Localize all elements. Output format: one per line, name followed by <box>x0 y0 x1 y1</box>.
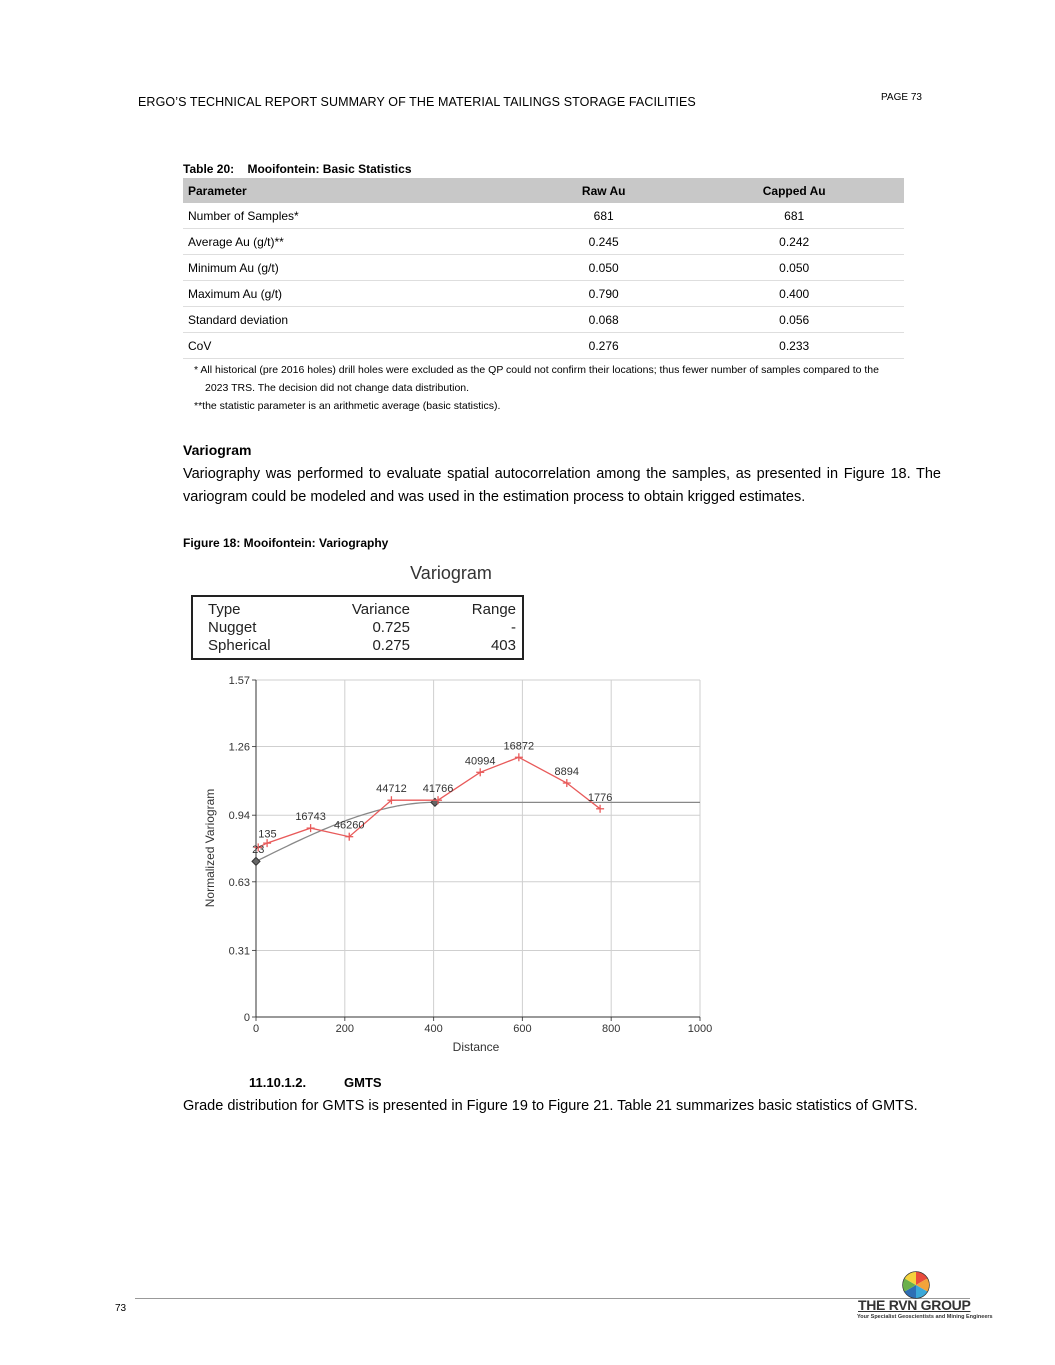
cell-raw-au: 0.245 <box>523 229 684 255</box>
rvn-logo-icon <box>901 1270 931 1300</box>
cell-parameter: CoV <box>183 333 523 359</box>
variogram-paragraph: Variography was performed to evaluate spatial autocorrelation among the samples, as presented in Figure 18. The variogram could be modeled and was used in the estimation process to obtain krigged estimates. <box>183 466 941 505</box>
page-label: PAGE 73 <box>881 92 922 103</box>
cell-raw-au: 0.050 <box>523 255 684 281</box>
header-parameter: Parameter <box>183 178 523 203</box>
cell-parameter: Minimum Au (g/t) <box>183 255 523 281</box>
footer-divider <box>135 1298 970 1299</box>
logo-tagline: Your Specialist Geoscientists and Mining Engineers <box>857 1314 993 1320</box>
logo-name: THE RVN GROUP <box>858 1297 971 1313</box>
cell-parameter: Maximum Au (g/t) <box>183 281 523 307</box>
cell-parameter: Standard deviation <box>183 307 523 333</box>
cell-capped-au: 0.050 <box>684 255 904 281</box>
experimental-point-label: 16872 <box>503 740 535 753</box>
nugget-marker <box>252 857 260 865</box>
model-header-range: Range <box>471 601 516 618</box>
x-tick-label: 0 <box>252 1023 260 1035</box>
table-note-2: **the statistic parameter is an arithmetic average (basic statistics). <box>194 400 501 412</box>
cell-raw-au: 681 <box>523 203 684 229</box>
report-header-title: ERGO’S TECHNICAL REPORT SUMMARY OF THE MATERIAL TAILINGS STORAGE FACILITIES <box>138 95 696 109</box>
model-spherical-type: Spherical <box>208 637 271 654</box>
cell-capped-au: 0.233 <box>684 333 904 359</box>
model-nugget-type: Nugget <box>208 619 257 636</box>
x-axis-label: Distance <box>452 1040 500 1054</box>
table-note-1-line-1: * All historical (pre 2016 holes) drill holes were excluded as the QP could not confirm their locations; thus fewer number of samples compared to the <box>194 364 879 376</box>
y-tick-label: 0 <box>243 1012 250 1024</box>
x-tick-label: 800 <box>602 1023 621 1035</box>
y-axis-label: Normalized Variogram <box>203 788 217 908</box>
cell-parameter: Average Au (g/t)** <box>183 229 523 255</box>
x-tick-label: 400 <box>424 1023 443 1035</box>
x-tick-label: 1000 <box>687 1023 713 1035</box>
chart-title: Variogram <box>410 563 492 583</box>
gmts-paragraph: Grade distribution for GMTS is presented in Figure 19 to Figure 21. Table 21 summarizes basic statistics of GMTS. <box>183 1098 918 1114</box>
plot-area <box>229 675 713 1035</box>
model-header-type: Type <box>208 601 241 618</box>
model-parameters-box <box>192 596 523 659</box>
experimental-point-label: 16743 <box>295 811 326 824</box>
cell-capped-au: 0.242 <box>684 229 904 255</box>
cell-raw-au: 0.790 <box>523 281 684 307</box>
experimental-point-label: 23 <box>252 844 265 857</box>
table-note-1-line-2: 2023 TRS. The decision did not change data distribution. <box>205 382 470 394</box>
model-spherical-range: 403 <box>490 637 516 654</box>
cell-capped-au: 0.056 <box>684 307 904 333</box>
experimental-point-label: 46260 <box>333 819 365 832</box>
table-caption: Table 20: Mooifontein: Basic Statistics <box>183 162 412 176</box>
experimental-point-label: 41766 <box>422 783 454 796</box>
y-tick-label: 0.94 <box>228 810 250 823</box>
experimental-point-label: 40994 <box>464 755 496 768</box>
experimental-point-label: 1776 <box>587 791 613 804</box>
y-tick-label: 0.63 <box>228 876 250 889</box>
cell-raw-au: 0.276 <box>523 333 684 359</box>
footer-page-number: 73 <box>115 1303 127 1314</box>
header-raw-au: Raw Au <box>523 178 684 203</box>
section-number: 11.10.1.2. <box>249 1075 307 1090</box>
experimental-point-label: 135 <box>258 828 277 841</box>
section-heading-variogram: Variogram <box>183 442 252 458</box>
model-nugget-variance: 0.725 <box>372 619 410 636</box>
experimental-point-label: 44712 <box>376 783 407 796</box>
x-tick-label: 200 <box>335 1023 354 1035</box>
model-spherical-variance: 0.275 <box>372 637 410 654</box>
section-title: GMTS <box>344 1075 382 1090</box>
experimental-point-label: 8894 <box>554 766 580 779</box>
cell-raw-au: 0.068 <box>523 307 684 333</box>
figure-caption: Figure 18: Mooifontein: Variography <box>183 536 389 550</box>
model-nugget-range: - <box>511 619 516 636</box>
cell-capped-au: 0.400 <box>684 281 904 307</box>
header-capped-au: Capped Au <box>684 178 904 203</box>
y-tick-label: 1.26 <box>228 741 250 754</box>
y-tick-label: 1.57 <box>228 675 250 687</box>
x-tick-label: 600 <box>513 1023 532 1035</box>
cell-capped-au: 681 <box>684 203 904 229</box>
cell-parameter: Number of Samples* <box>183 203 523 229</box>
y-tick-label: 0.31 <box>228 945 250 958</box>
model-header-variance: Variance <box>351 601 410 618</box>
